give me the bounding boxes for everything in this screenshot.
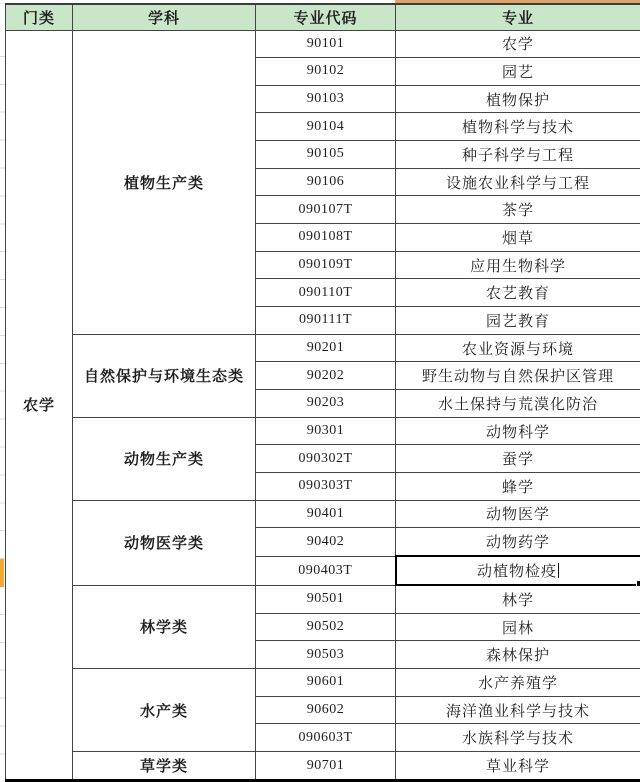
major-code-cell[interactable]: 90104 — [256, 113, 396, 141]
fill-handle[interactable] — [636, 580, 640, 587]
major-code-cell[interactable]: 090303T — [256, 473, 396, 501]
major-name-cell[interactable]: 森林保护 — [396, 641, 640, 669]
major-name-cell[interactable]: 烟草 — [396, 224, 640, 252]
major-name-cell[interactable]: 野生动物与自然保护区管理 — [396, 362, 640, 390]
major-name-cell[interactable]: 种子科学与工程 — [396, 141, 640, 169]
header-cell-major-code[interactable]: 专业代码 — [256, 4, 396, 30]
table-row — [6, 30, 640, 58]
major-name-cell[interactable]: 蜂学 — [396, 473, 640, 501]
major-name-cell[interactable]: 农艺教育 — [396, 279, 640, 307]
active-cell-major-name[interactable]: 动植物检疫 — [396, 556, 640, 585]
major-code-cell[interactable]: 90102 — [256, 58, 396, 86]
discipline-cell[interactable]: 植物生产类 — [73, 30, 256, 334]
major-name-cell[interactable]: 水族科学与技术 — [396, 724, 640, 752]
major-name-cell[interactable]: 设施农业科学与工程 — [396, 168, 640, 196]
major-name-cell[interactable]: 水产养殖学 — [396, 669, 640, 697]
major-code-cell[interactable]: 90701 — [256, 752, 396, 781]
major-code-cell[interactable]: 90503 — [256, 641, 396, 669]
major-code-cell[interactable]: 90203 — [256, 390, 396, 418]
table-row — [6, 669, 640, 697]
major-name-cell[interactable]: 草业科学 — [396, 752, 640, 781]
header-row — [6, 4, 640, 30]
major-code-cell[interactable]: 090107T — [256, 196, 396, 224]
discipline-cell[interactable]: 林学类 — [73, 585, 256, 669]
header-cell-category[interactable]: 门类 — [6, 4, 73, 30]
header-cell-major[interactable]: 专业 — [396, 4, 640, 30]
table-row — [6, 752, 640, 781]
major-name-cell[interactable]: 蚕学 — [396, 445, 640, 473]
table-row — [6, 334, 640, 362]
major-name-cell[interactable]: 农学 — [396, 30, 640, 58]
major-name-cell[interactable]: 园林 — [396, 613, 640, 641]
major-code-cell[interactable]: 90602 — [256, 696, 396, 724]
major-code-cell[interactable]: 90101 — [256, 30, 396, 58]
major-name-cell[interactable]: 动物医学 — [396, 500, 640, 528]
major-code-cell[interactable]: 90601 — [256, 669, 396, 697]
major-code-cell[interactable]: 90501 — [256, 585, 396, 613]
discipline-cell[interactable]: 动物生产类 — [73, 417, 256, 500]
major-name-cell[interactable]: 动物药学 — [396, 528, 640, 556]
major-code-cell[interactable]: 090110T — [256, 279, 396, 307]
major-code-cell[interactable]: 90202 — [256, 362, 396, 390]
major-code-cell[interactable]: 90402 — [256, 528, 396, 556]
table-body — [6, 30, 640, 781]
discipline-cell[interactable]: 自然保护与环境生态类 — [73, 334, 256, 417]
major-name-cell[interactable]: 植物科学与技术 — [396, 113, 640, 141]
major-code-cell[interactable]: 090603T — [256, 724, 396, 752]
major-code-cell[interactable]: 90301 — [256, 417, 396, 445]
majors-table — [5, 3, 640, 782]
major-name-cell[interactable]: 海洋渔业科学与技术 — [396, 696, 640, 724]
discipline-cell[interactable]: 水产类 — [73, 669, 256, 752]
text-cursor — [558, 563, 559, 578]
major-code-cell[interactable]: 90502 — [256, 613, 396, 641]
major-name-cell[interactable]: 植物保护 — [396, 85, 640, 113]
discipline-cell[interactable]: 草学类 — [73, 752, 256, 781]
major-code-cell[interactable]: 090403T — [256, 556, 396, 585]
major-name-cell[interactable]: 茶学 — [396, 196, 640, 224]
major-name-cell[interactable]: 动物科学 — [396, 417, 640, 445]
major-code-cell[interactable]: 090111T — [256, 307, 396, 335]
major-name-cell[interactable]: 农业资源与环境 — [396, 334, 640, 362]
header-cell-discipline[interactable]: 学科 — [73, 4, 256, 30]
table-row — [6, 585, 640, 613]
active-row-indicator — [0, 559, 4, 587]
major-name-cell[interactable]: 园艺 — [396, 58, 640, 86]
major-name-cell[interactable]: 园艺教育 — [396, 307, 640, 335]
major-code-cell[interactable]: 090108T — [256, 224, 396, 252]
major-name-cell[interactable]: 林学 — [396, 585, 640, 613]
major-code-cell[interactable]: 90201 — [256, 334, 396, 362]
major-name-cell[interactable]: 水土保持与荒漠化防治 — [396, 390, 640, 418]
category-cell[interactable]: 农学 — [6, 30, 73, 781]
major-code-cell[interactable]: 90106 — [256, 168, 396, 196]
major-code-cell[interactable]: 90105 — [256, 141, 396, 169]
major-code-cell[interactable]: 090302T — [256, 445, 396, 473]
major-name-cell[interactable]: 应用生物科学 — [396, 251, 640, 279]
discipline-cell[interactable]: 动物医学类 — [73, 500, 256, 585]
table-row — [6, 500, 640, 528]
major-code-cell[interactable]: 90401 — [256, 500, 396, 528]
table-row — [6, 417, 640, 445]
major-code-cell[interactable]: 90103 — [256, 85, 396, 113]
major-code-cell[interactable]: 090109T — [256, 251, 396, 279]
